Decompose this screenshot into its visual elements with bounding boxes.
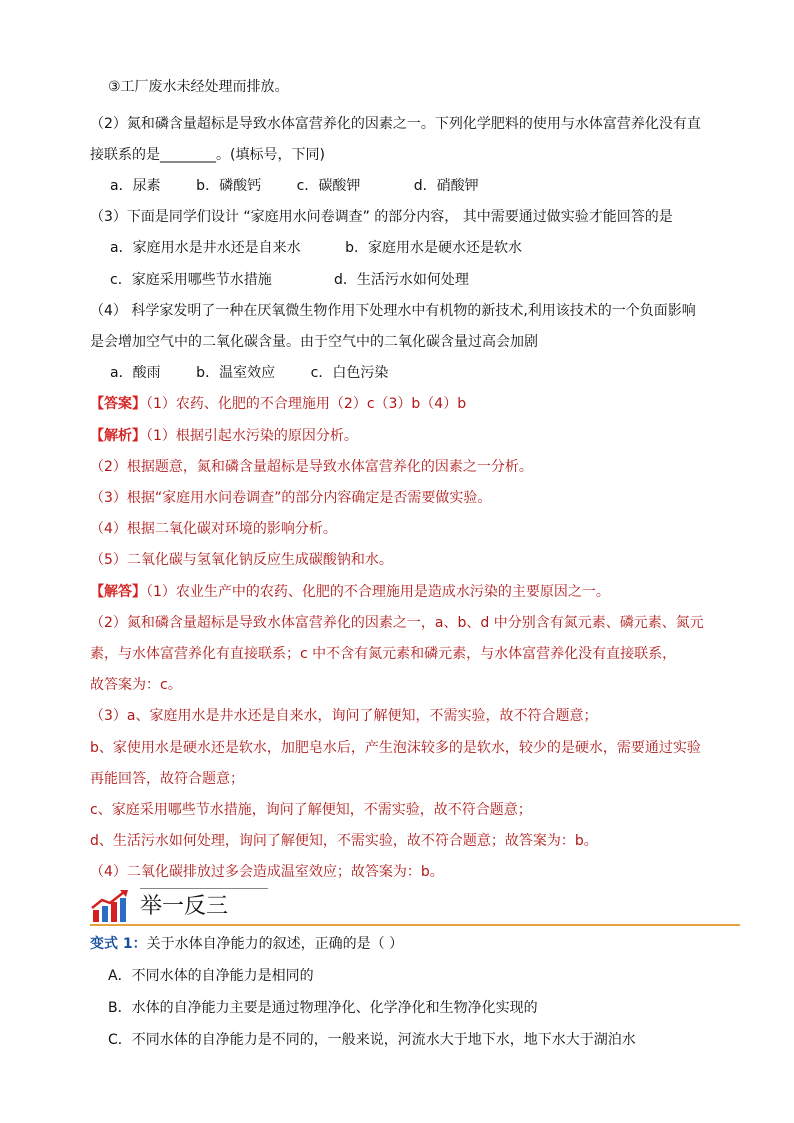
options-line: a．尿素 b．磷酸钙 c．碳酸钾 d．硝酸钾 — [110, 178, 479, 194]
options-line: c．家庭采用哪些节水措施 d．生活污水如何处理 — [110, 272, 469, 288]
analysis-line: （2）根据题意，氮和磷含量超标是导致水体富营养化的因素之一分析。 — [90, 459, 533, 475]
question-line: 接联系的是________。(填标号，下同) — [90, 147, 325, 163]
variant-stem: 关于水体自净能力的叙述，正确的是（ ） — [146, 936, 404, 952]
question-line: （2）氮和磷含量超标是导致水体富营养化的因素之一。下列化学肥料的使用与水体富营养化没有直 — [90, 116, 701, 132]
bar-chart-icon — [90, 888, 132, 924]
solution-line: b、家使用水是硬水还是软水，加肥皂水后，产生泡沫较多的是软水，较少的是硬水，需要通过实验 — [90, 740, 701, 756]
analysis-line: （5）二氧化碳与氢氧化钠反应生成碳酸钠和水。 — [90, 552, 393, 568]
solution-line: c、家庭采用哪些节水措施，询问了解便知，不需实验，故不符合题意； — [90, 802, 532, 818]
question-line: （3）下面是同学们设计 “家庭用水问卷调查” 的部分内容， 其中需要通过做实验才能回答的是 — [90, 209, 673, 225]
variant-stem-line — [90, 935, 403, 953]
options-line: a．酸雨 b．温室效应 c．白色污染 — [110, 365, 389, 381]
question-line: 是会增加空气中的二氧化碳含量。由于空气中的二氧化碳含量过高会加剧 — [90, 334, 538, 350]
solution-label: 【解答】 — [90, 584, 146, 600]
analysis-label: 【解析】 — [90, 428, 146, 444]
solution-line: 故答案为：c。 — [90, 677, 182, 693]
solution-line: 素，与水体富营养化有直接联系；c 中不含有氮元素和磷元素，与水体富营养化没有直接联系， — [90, 646, 677, 662]
variant-option: A．不同水体的自净能力是相同的 — [108, 968, 314, 984]
section-header — [90, 888, 740, 928]
question-line: （4） 科学家发明了一种在厌氧微生物作用下处理水中有机物的新技术,利用该技术的一个负面影响 — [90, 303, 696, 319]
solution-line: 再能回答，故符合题意； — [90, 771, 244, 787]
variant-label: 变式 1： — [90, 936, 147, 952]
header-rule — [90, 924, 740, 926]
solution-line: （3）a、家庭用水是井水还是自来水，询问了解便知，不需实验，故不符合题意； — [90, 708, 598, 724]
answer-text: （1）农药、化肥的不合理施用（2）c（3）b（4）b — [146, 396, 467, 412]
analysis-line: （3）根据“家庭用水问卷调查”的部分内容确定是否需要做实验。 — [90, 490, 492, 506]
answer-line — [90, 395, 466, 413]
analysis-line: （4）根据二氧化碳对环境的影响分析。 — [90, 521, 337, 537]
answer-label: 【答案】 — [90, 396, 146, 412]
question-line: ③工厂废水未经处理而排放。 — [108, 79, 289, 95]
solution-line: d、生活污水如何处理，询问了解便知，不需实验，故不符合题意；故答案为：b。 — [90, 833, 598, 849]
variant-option: B．水体的自净能力主要是通过物理净化、化学净化和生物净化实现的 — [108, 1000, 538, 1016]
solution-text: （1）农业生产中的农药、化肥的不合理施用是造成水污染的主要原因之一。 — [146, 584, 610, 600]
solution-line: （2）氮和磷含量超标是导致水体富营养化的因素之一，a、b、d 中分别含有氮元素、磷元素、氮元 — [90, 615, 704, 631]
variant-option: C．不同水体的自净能力是不同的，一般来说，河流水大于地下水，地下水大于湖泊水 — [108, 1032, 636, 1048]
solution-line — [90, 583, 610, 601]
analysis-text: （1）根据引起水污染的原因分析。 — [146, 428, 358, 444]
analysis-line — [90, 427, 358, 445]
section-title: 举一反三 — [140, 894, 229, 919]
header-top-rule — [140, 888, 268, 889]
options-line: a．家庭用水是井水还是自来水 b．家庭用水是硬水还是软水 — [110, 240, 522, 256]
solution-line: （4）二氧化碳排放过多会造成温室效应；故答案为：b。 — [90, 864, 444, 880]
